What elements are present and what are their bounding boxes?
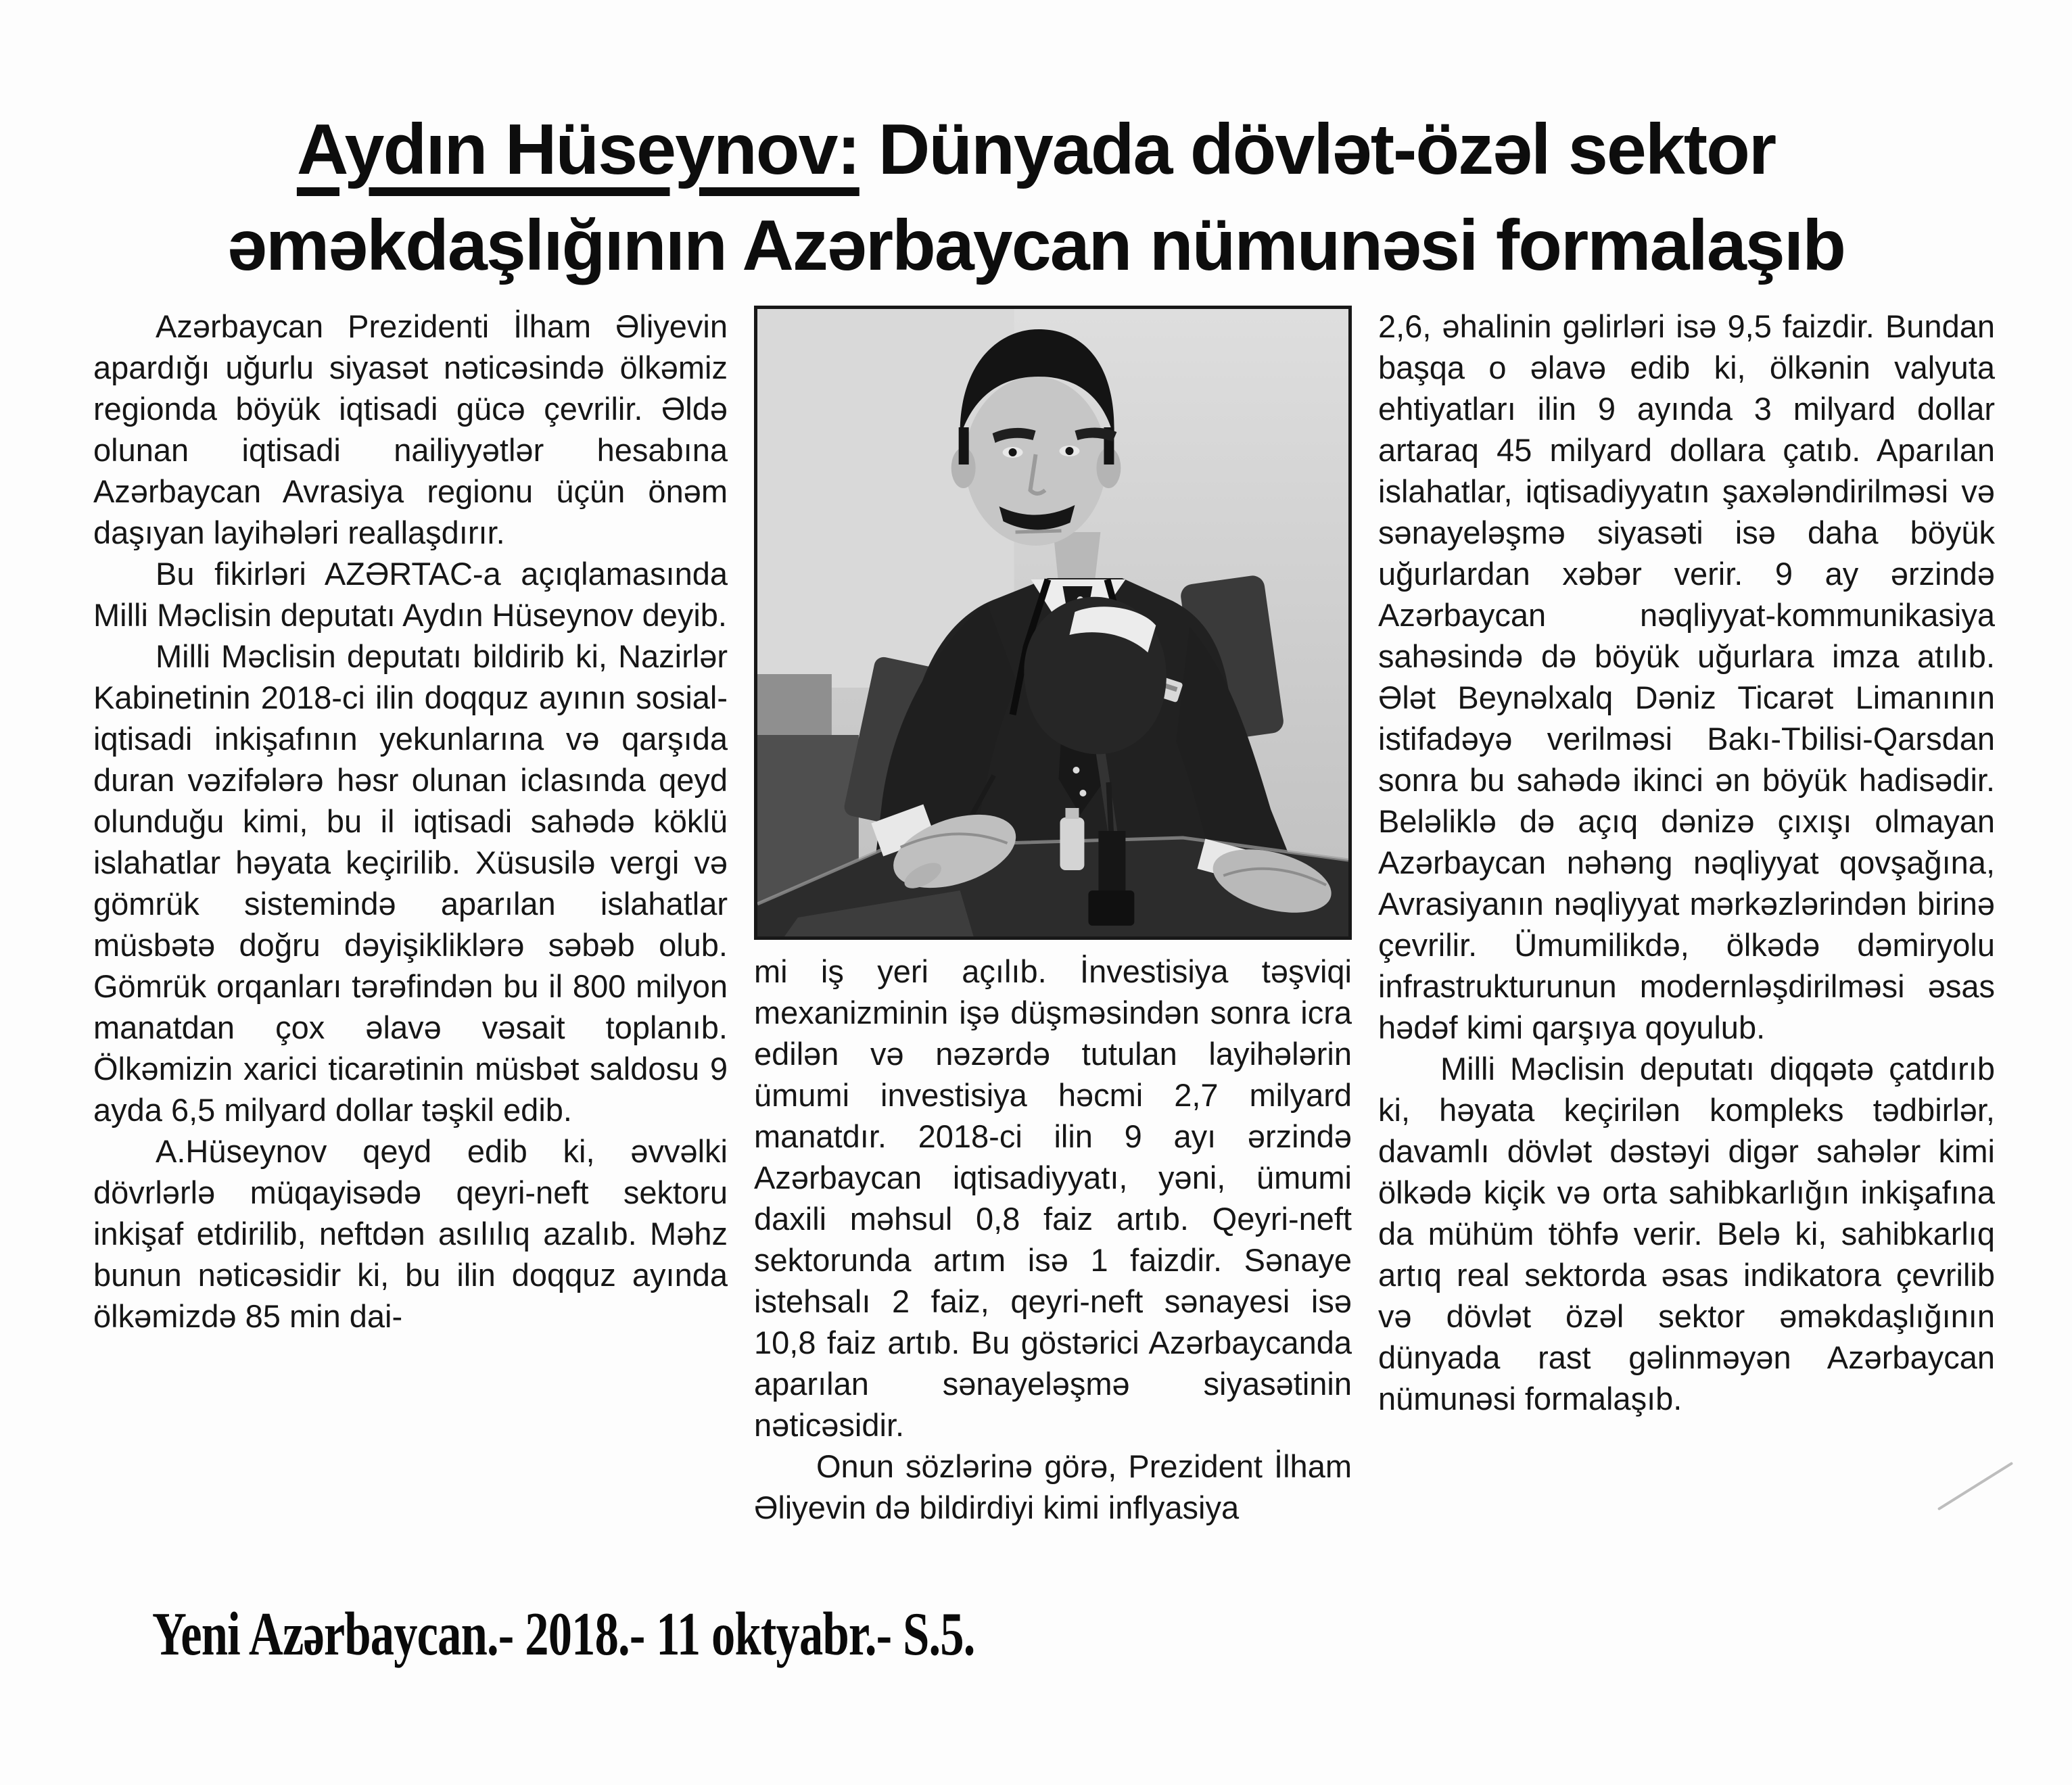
column-middle (754, 306, 1352, 1528)
headline-line1-rest: Dünyada dövlət-özəl sektor (878, 110, 1776, 189)
paragraph: A.Hüseynov qeyd edib ki, əvvəlki dövrlərlə müqayisədə qeyri-neft sektoru inkişaf etdirilib, neftdən asılılıq azalıb. Məhz bunun nəticəsidir ki, bu ilin doqquz ayında ölkəmizdə 85 min dai- (93, 1133, 728, 1334)
paragraph: 2,6, əhalinin gəlirləri isə 9,5 faizdir. Bundan başqa o əlavə edib ki, ölkənin valyuta ehtiyatları ilin 9 ayında 3 milyard dollar artaraq 45 milyard dollara çatıb. Aparılan islahatlar, iqtisadiyyatın şaxələndirilməsi və sənayeləşmə siyasəti isə daha böyük uğurlardan xəbər verir. 9 ay ərzində Azərbaycan nəqliyyat-kommunikasiya sahəsində də böyük uğurlara imza atılıb. Ələt Beynəlxalq Dəniz Ticarət Limanının istifadəyə verilməsi Bakı-Tbilisi-Qarsdan sonra bu sahədə ikinci ən böyük hadisədir. Beləliklə də açıq dənizə çıxışı olmayan Azərbaycan nəhəng nəqliyyat qovşağına, Avrasiyanın nəqliyyat mərkəzlərindən birinə çevrilir. Ümumilikdə, ölkədə dəmiryolu infrastrukturunun modernləşdirilməsi əsas hədəf kimi qarşıya qoyulub. (1378, 308, 1995, 1045)
bottle-cap (1065, 808, 1079, 819)
mouth (1016, 531, 1062, 532)
citation-text: Yeni Azərbaycan.- 2018.- 11 oktyabr.- S.5. (152, 1600, 975, 1669)
headline-line-1 (68, 101, 2004, 197)
sideburn-left (959, 427, 969, 465)
source-citation (152, 1601, 1131, 1669)
mic-stand-holder (1098, 831, 1125, 899)
headline-line-2: əməkdaşlığının Azərbaycan nümunəsi formalaşıb (227, 206, 1845, 285)
paragraph: Bu fikirləri AZƏRTAC-a açıqlamasında Milli Məclisin deputatı Aydın Hüseynov deyib. (93, 556, 728, 633)
photo-aydin-huseynov (754, 306, 1352, 940)
paragraph: Milli Məclisin deputatı bildirib ki, Nazirlər Kabinetinin 2018-ci ilin doqquz ayının sosial-iqtisadi inkişafının yekunlarına və qarşıda duran vəzifələrə həsr olunan iclasında qeyd olunduğu kimi, bu il iqtisadi sahədə köklü islahatlar həyata keçirilib. Xüsusilə vergi və gömrük sistemində aparılan islahatlar müsbətə doğru dəyişikliklərə səbəb olub. Gömrük orqanları tərəfindən bu il 800 milyon manatdan çox əlavə vəsait toplanıb. Ölkəmizin xarici ticarətinin müsbət saldosu 9 ayda 6,5 milyard dollar təşkil edib. (93, 638, 728, 1128)
paragraph: Onun sözlərinə görə, Prezident İlham Əliyevin də bildirdiyi kimi inflyasiya (754, 1448, 1352, 1525)
pupil-right (1065, 447, 1073, 455)
paragraph: Azərbaycan Prezidenti İlham Əliyevin apardığı uğurlu siyasət nəticəsində ölkəmiz regionda böyük iqtisadi gücə çevrilir. Əldə olunan iqtisadi nailiyyətlər hesabına Azərbaycan Avrasiya regionu üçün önəm daşıyan layihələri reallaşdırır. (93, 308, 728, 550)
article-columns (93, 306, 1995, 1528)
paragraph: mi iş yeri açılıb. İnvestisiya təşviqi mexanizminin işə düşməsindən sonra icra edilən və nəzərdə tutulan layihələrin ümumi investisiya həcmi 2,7 milyard manatdır. 2018-ci ilin 9 ayı ərzində Azərbaycan iqtisadiyyatı, yəni, ümumi daxili məhsul 0,8 faiz artıb. Qeyri-neft sektorunda artım isə 1 faizdir. Sənaye istehsalı 2 faiz, qeyri-neft sənayesi isə 10,8 faiz artıb. Bu göstərici Azərbaycanda aparılan sənayeləşmə siyasətinin nəticəsidir. (754, 953, 1352, 1443)
pupil-left (1009, 448, 1017, 456)
mic-stand-base (1088, 890, 1134, 926)
article-headline (68, 101, 2004, 293)
column-right (1378, 306, 1995, 1528)
photo-illustration (757, 309, 1348, 936)
headline-author-name: Aydın Hüseynov: (296, 110, 860, 189)
water-bottle (1060, 817, 1084, 870)
paragraph: Milli Məclisin deputatı diqqətə çatdırıb ki, həyata keçirilən kompleks tədbirlər, davamlı dövlət dəstəyi digər sahələr kimi ölkədə kiçik və orta sahibkarlığın inkişafına da mühüm töhfə verir. Belə ki, sahibkarlıq artıq real sektorda əsas indikatora çevrilib və dövlət özəl sektor əməkdaşlığının dünyada rast gəlinməyən Azərbaycan nümunəsi formalaşıb. (1378, 1051, 1995, 1417)
column-left (93, 306, 728, 1528)
